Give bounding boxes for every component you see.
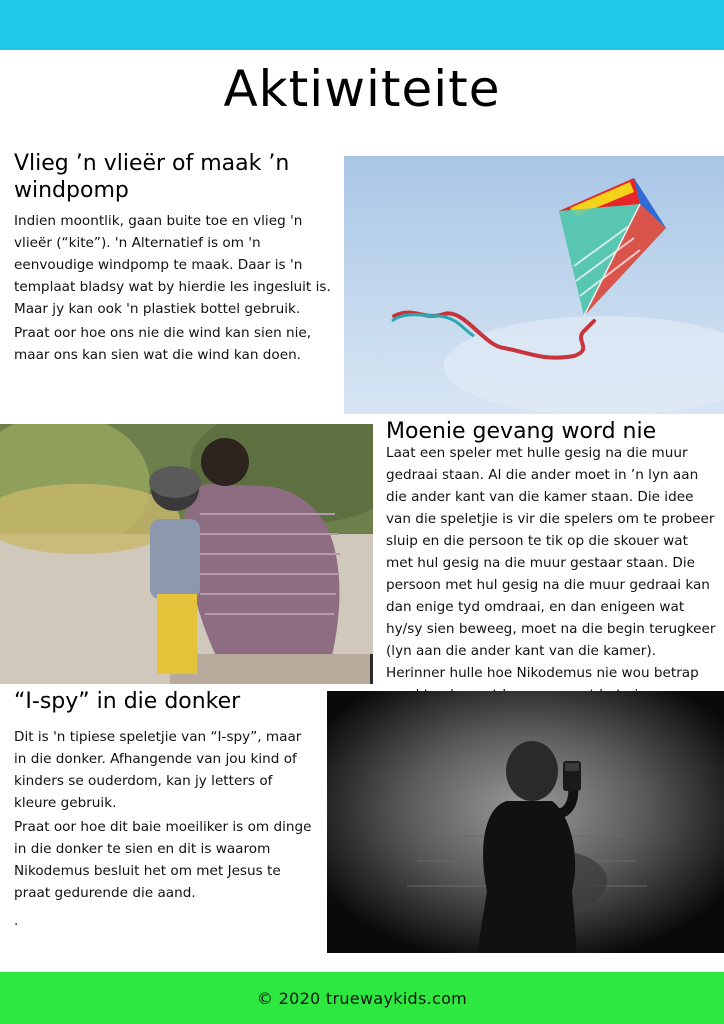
section-heading-tag-game: Moenie gevang word nie — [386, 419, 657, 444]
section-paragraph: . — [14, 913, 19, 929]
section-paragraph: Praat oor hoe ons nie die wind kan sien nie, maar ons kan sien wat die wind kan doen. — [14, 325, 312, 363]
kite-photo — [344, 156, 724, 414]
page-title: Aktiwiteite — [223, 60, 501, 118]
section-paragraph: Indien moontlik, gaan buite toe en vlieg 'n vlieër (“kite”). 'n Alternatief is om 'n eenvoudige windpomp te maak. Daar is 'n templaat bladsy wat by hierdie les ingesluit is. Maar jy kan ook 'n plastiek bottel gebruik. — [14, 213, 331, 317]
section-heading-i-spy: “I-spy” in die donker — [14, 689, 241, 714]
section-heading-kite: Vlieg ’n vlieër of maak ’n windpomp — [14, 151, 290, 203]
section-paragraph: Praat oor hoe dit baie moeiliker is om dinge in die donker te sien en dit is waarom Nikodemus besluit het om met Jesus te praat gedurende die aand. — [14, 819, 312, 901]
father-child-photo — [0, 424, 373, 684]
section-paragraph: Dit is 'n tipiese speletjie van “I-spy”, maar in die donker. Afhangende van jou kind of kinders se ouderdom, kan jy letters of kleure gebruik. — [14, 729, 302, 811]
section-paragraph: Laat een speler met hulle gesig na die muur gedraai staan. Al die ander moet in ’n lyn aan die ander kant van die kamer staan. Die idee van die speletjie is vir die spelers om te probeer sluip en die persoon te tik op die skouer wat met hul gesig na die muur gestaar staan. Die persoon met hul gesig na die muur gedraai kan dan enige tyd omdraai, en dan enigeen wat hy/sy sien beweeg, moet na die begin terugkeer (lyn aan die ander kant van die kamer). Herinner hulle hoe Nikodemus nie wou betrap — [386, 445, 716, 681]
footer-copyright: © 2020 truewaykids.com — [256, 988, 468, 1008]
top-color-bar — [0, 0, 724, 50]
dark-flashlight-photo — [327, 691, 724, 953]
bottom-color-bar — [0, 972, 724, 1024]
